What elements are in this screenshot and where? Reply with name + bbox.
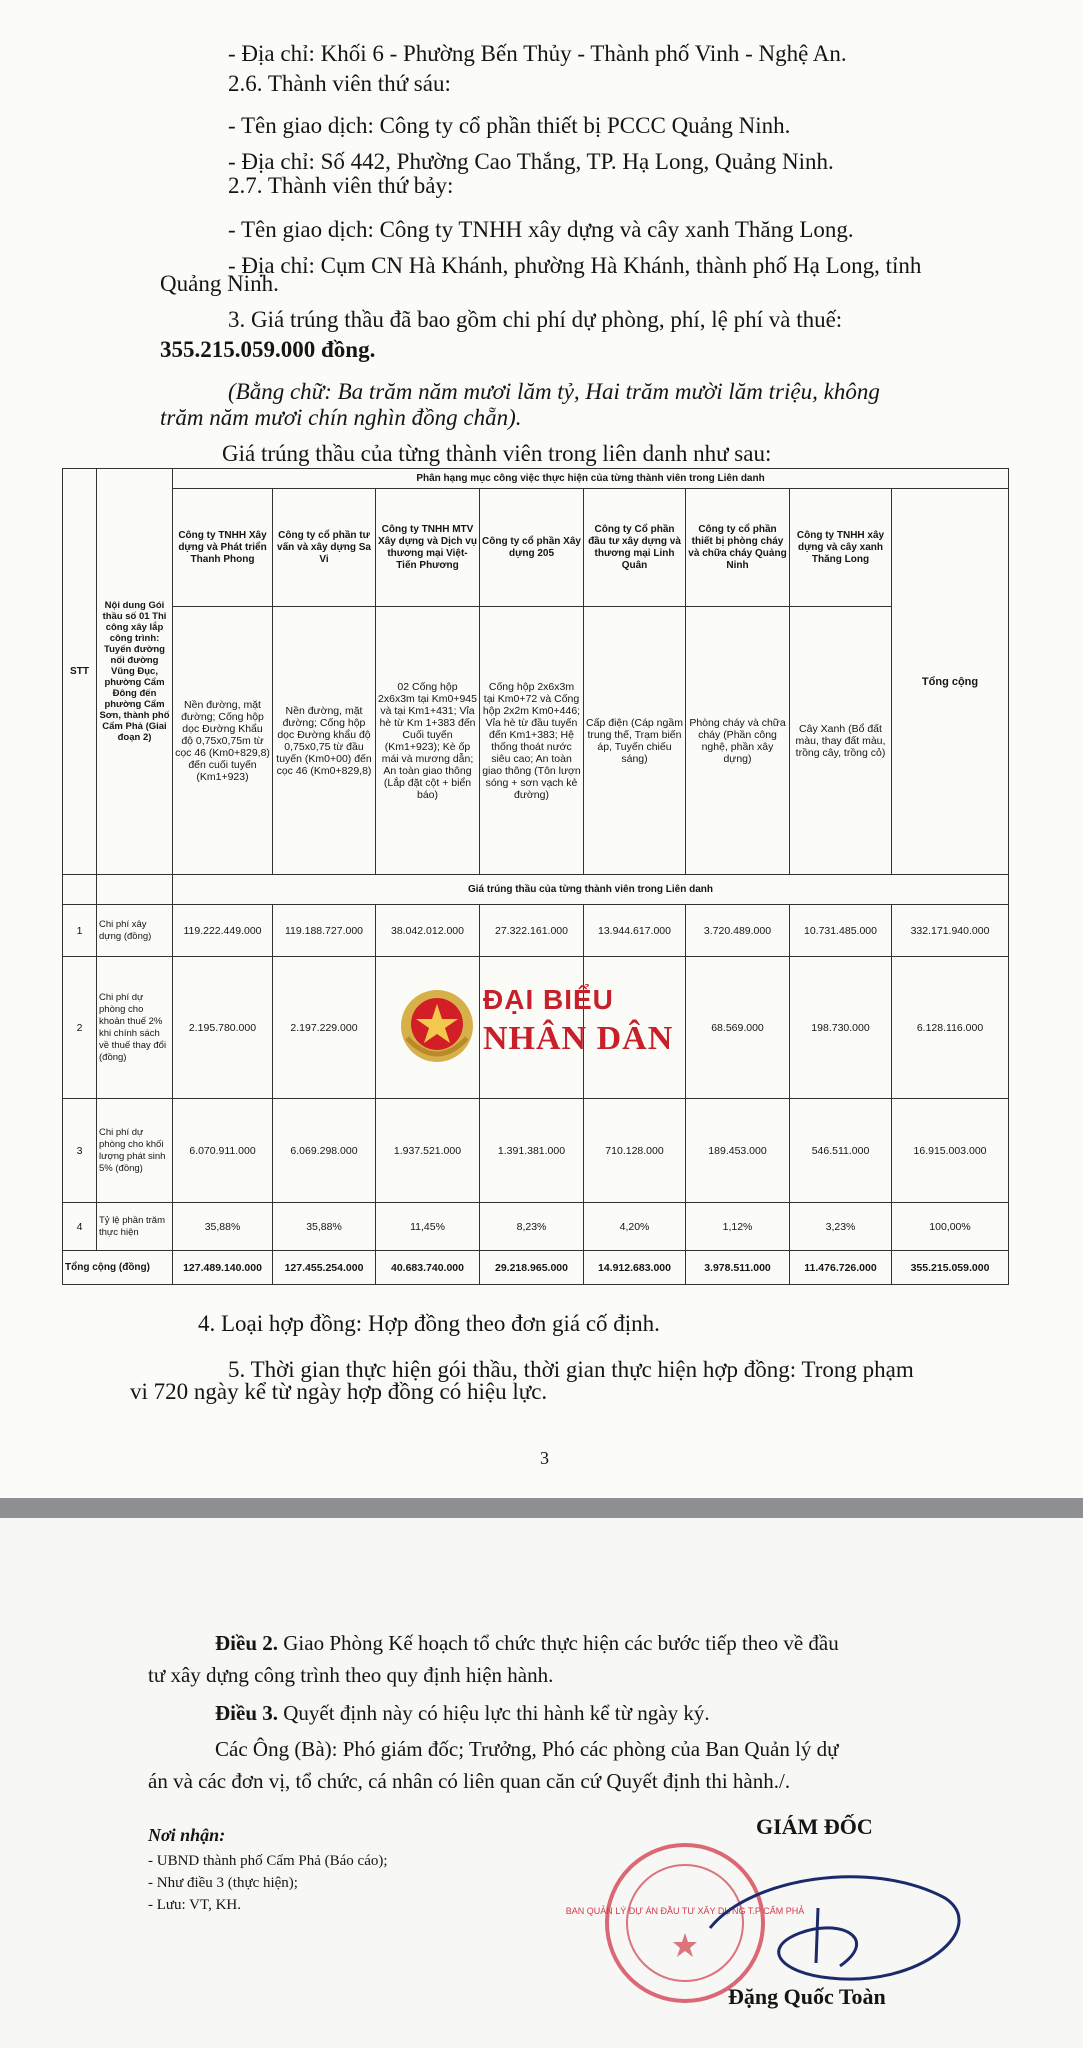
page-separator — [0, 1498, 1083, 1518]
price-amount: 355.215.059.000 đồng. — [160, 337, 376, 362]
scope-cell: Nền đường, mặt đường; Cống hộp dọc Đường Khẩu độ 0,75x0,75m từ cọc 46 (Km0+829,8) đến cuối tuyến (Km1+923) — [173, 607, 273, 875]
list-item: - Như điều 3 (thực hiện); — [148, 1875, 298, 1891]
list-item: - UBND thành phố Cẩm Phả (Báo cáo); — [148, 1853, 388, 1869]
member-header: Công ty Cổ phần đầu tư xây dựng và thương mại Linh Quân — [584, 489, 686, 607]
article-2-line-2: tư xây dựng công trình theo quy định hiện hành. — [148, 1663, 554, 1687]
addressees-line-1: Các Ông (Bà): Phó giám đốc; Trưởng, Phó các phòng của Ban Quản lý dự — [215, 1737, 839, 1761]
duration-line-2: vi 720 ngày kể từ ngày hợp đồng có hiệu lực. — [130, 1379, 548, 1404]
national-emblem-icon — [397, 986, 477, 1066]
recipients-list — [148, 1850, 388, 1916]
content-header: Nội dung Gói thầu số 01 Thi công xây lắp công trình: Tuyến đường nối đường Vũng Đục, phường Cẩm Đông đến phường Cẩm Sơn, thành phố Cẩm Phả (Giai đoạn 2) — [97, 469, 173, 875]
article-3: Điều 3. Quyết định này có hiệu lực thi hành kể từ ngày ký. — [215, 1701, 710, 1725]
list-item: - Lưu: VT, KH. — [148, 1897, 241, 1913]
member7-heading: 2.7. Thành viên thứ bảy: — [228, 173, 454, 198]
price-in-words-1: (Bằng chữ: Ba trăm năm mươi lăm tỷ, Hai trăm mười lăm triệu, không — [228, 379, 880, 404]
stt-header: STT — [63, 469, 97, 875]
member-header: Công ty cổ phần thiết bị phòng cháy và chữa cháy Quảng Ninh — [686, 489, 790, 607]
total-header: Tổng cộng — [892, 489, 1009, 875]
watermark-line2: NHÂN DÂN — [483, 1020, 674, 1057]
table-row: 4 Tỷ lệ phần trăm thực hiện 35,88% 35,88% 11,45% 8,23% 4,20% 1,12% 3,23% 100,00% — [63, 1203, 1009, 1251]
member6-name: - Tên giao dịch: Công ty cổ phần thiết bị PCCC Quảng Ninh. — [228, 113, 791, 138]
member6-address: - Địa chỉ: Số 442, Phường Cao Thắng, TP. Hạ Long, Quảng Ninh. — [228, 149, 834, 174]
signer-title: GIÁM ĐỐC — [756, 1814, 873, 1839]
member-header: Công ty TNHH MTV Xây dựng và Dịch vụ thương mại Việt-Tiến Phương — [376, 489, 480, 607]
member5-address: - Địa chỉ: Khối 6 - Phường Bến Thủy - Thành phố Vinh - Nghệ An. — [228, 41, 847, 66]
scope-cell: 02 Cống hộp 2x6x3m tại Km0+945 và tại Km1+431; Vỉa hè từ Km 1+383 đến Cuối tuyến (Km1+923); Kè ốp mái và mương dẫn; An toàn giao thông (Lắp đặt cột + biển báo) — [376, 607, 480, 875]
scope-cell: Nền đường, mặt đường; Cống hộp dọc Đường khẩu độ 0,75x0,75 từ đầu tuyến (Km0+00) đến cọc 46 (Km0+829,8) — [273, 607, 376, 875]
watermark-line1: ĐẠI BIỂU — [483, 984, 614, 1015]
member-header: Công ty cổ phần tư vấn và xây dựng Sa Vi — [273, 489, 376, 607]
table-row: 2 Chi phí dự phòng cho khoản thuế 2% khi chính sách về thuế thay đổi (đồng) 2.195.780.000 2.197.229.000 68.569.000 198.730.000 6.128.116.000 — [63, 957, 1009, 1099]
addressees-line-2: án và các đơn vị, tổ chức, cá nhân có liên quan căn cứ Quyết định thi hành./. — [148, 1769, 791, 1793]
table-row: 3 Chi phí dự phòng cho khối lượng phát sinh 5% (đồng) 6.070.911.000 6.069.298.000 1.937.521.000 1.391.381.000 710.128.000 189.453.000 546.511.000 16.915.003.000 — [63, 1099, 1009, 1203]
bid-price-table — [62, 468, 1009, 1285]
table-caption: Giá trúng thầu của từng thành viên trong liên danh như sau: — [222, 441, 772, 466]
signature — [690, 1838, 990, 1988]
duration-line-1: 5. Thời gian thực hiện gói thầu, thời gian thực hiện hợp đồng: Trong phạm — [228, 1357, 914, 1382]
scope-cell: Phòng cháy và chữa cháy (Phần công nghệ, phần xây dựng) — [686, 607, 790, 875]
recipients-title: Nơi nhận: — [148, 1825, 226, 1845]
table-row: 1 Chi phí xây dựng (đồng) 119.222.449.000 119.188.727.000 38.042.012.000 27.322.161.000 13.944.617.000 3.720.489.000 10.731.485.000 332.171.940.000 — [63, 905, 1009, 957]
total-row: Tổng cộng (đồng) 127.489.140.000 127.455.254.000 40.683.740.000 29.218.965.000 14.912.683.000 3.978.511.000 11.476.726.000 355.215.059.000 — [63, 1251, 1009, 1285]
page-number: 3 — [540, 1448, 549, 1468]
price-line: 3. Giá trúng thầu đã bao gồm chi phí dự phòng, phí, lệ phí và thuế: — [228, 307, 843, 332]
scope-cell: Cống hộp 2x6x3m tại Km0+72 và Cống hộp 2x2m Km0+446; Vỉa hè từ đầu tuyến đến Km1+383; Hệ thống thoát nước siêu cao; An toàn giao thông (Tôn lượn sóng + sơn vạch kẻ đường) — [480, 607, 584, 875]
member-header: Công ty TNHH xây dựng và cây xanh Thăng Long — [790, 489, 892, 607]
signer-name: Đặng Quốc Toàn — [728, 1984, 886, 2009]
member7-name: - Tên giao dịch: Công ty TNHH xây dựng và cây xanh Thăng Long. — [228, 217, 854, 242]
price-in-words-2: trăm năm mươi chín nghìn đồng chẵn). — [160, 405, 522, 430]
article-2-line-1: Điều 2. Giao Phòng Kế hoạch tổ chức thực hiện các bước tiếp theo về đầu — [215, 1631, 839, 1655]
member6-heading: 2.6. Thành viên thứ sáu: — [228, 71, 451, 96]
member-header: Công ty cổ phần Xây dựng 205 — [480, 489, 584, 607]
member7-address-cont: Quảng Ninh. — [160, 271, 279, 296]
member7-address: - Địa chỉ: Cụm CN Hà Khánh, phường Hà Khánh, thành phố Hạ Long, tỉnh — [228, 253, 922, 278]
scope-cell: Cây Xanh (Bổ đất màu, thay đất màu, trồng cây, trồng cỏ) — [790, 607, 892, 875]
scope-cell: Cấp điện (Cáp ngầm trung thế, Trạm biến áp, Tuyến chiếu sáng) — [584, 607, 686, 875]
stamp-text: BAN QUẢN LÝ DỰ ÁN ĐẦU TƯ XÂY DỰNG T.P CẨM PHẢ — [565, 1906, 805, 1916]
price-subheader: Giá trúng thầu của từng thành viên trong Liên danh — [173, 875, 1009, 905]
scope-header: Phân hạng mục công việc thực hiện của từng thành viên trong Liên danh — [173, 469, 1009, 489]
contract-type: 4. Loại hợp đồng: Hợp đồng theo đơn giá cố định. — [198, 1311, 660, 1336]
watermark-logo — [395, 978, 695, 1078]
member-header: Công ty TNHH Xây dựng và Phát triển Thanh Phong — [173, 489, 273, 607]
